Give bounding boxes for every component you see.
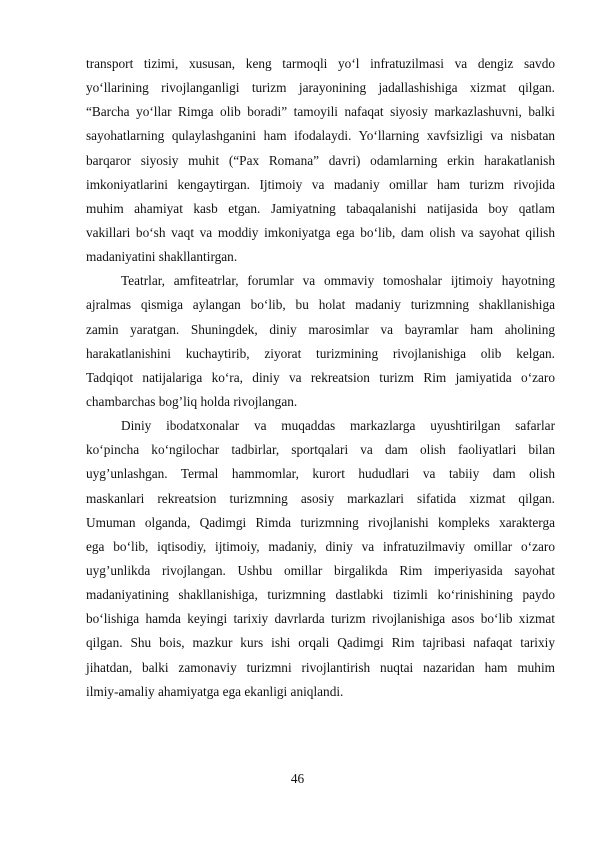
paragraph-1 [86,52,555,269]
text-line: zamin yaratgan. Shuningdek, diniy marosimlar va bayramlar ham aholining [86,321,555,337]
text-line: ega bo‘lib, iqtisodiy, ijtimoiy, madaniy, diniy va infratuzilmaviy omillar o‘zaro [86,538,555,554]
document-body [86,52,555,704]
text-line: Umuman olganda, Qadimgi Rimda turizmning rivojlanishi kompleks xarakterga [86,514,555,530]
text-line: yo‘llarining rivojlanganligi turizm jarayonining jadallashishiga xizmat qilgan. [86,80,555,96]
text-line: ko‘pincha ko‘ngilochar tadbirlar, sportqalari va dam olish faoliyatlari bilan [86,442,555,458]
text-line: Teatrlar, amfiteatrlar, forumlar va ommaviy tomoshalar ijtimoiy hayotning [121,273,555,289]
text-line: chambarchas bog’liq holda rivojlangan. [86,393,298,409]
text-line: ilmiy-amaliy ahamiyatga ega ekanligi aniqlandi. [86,683,344,699]
text-line: muhim ahamiyat kasb etgan. Jamiyatning tabaqalanishi natijasida boy qatlam [86,200,555,216]
page-number: 46 [290,771,305,786]
text-line: Diniy ibodatxonalar va muqaddas markazlarga uyushtirilgan safarlar [121,418,555,434]
text-line: qilgan. Shu bois, mazkur kurs ishi orqali Qadimgi Rim tajribasi nafaqat tarixiy [86,635,555,651]
text-line: imkoniyatlarini kengaytirgan. Ijtimoiy va madaniy omillar ham turizm rivojida [86,176,555,192]
text-line: madaniyatini shakllantirgan. [86,249,238,265]
text-line: bo‘lishiga hamda keyingi tarixiy davrlarda turizm rivojlanishiga asos bo‘lib xizmat [86,611,555,627]
paragraph-3 [86,414,555,704]
text-line: transport tizimi, xususan, keng tarmoqli yo‘l infratuzilmasi va dengiz savdo [86,56,555,71]
text-line: vakillari bo‘sh vaqt va moddiy imkoniyatga ega bo‘lib, dam olish va sayohat qilish [86,224,555,240]
text-line: ajralmas qismiga aylangan bo‘lib, bu holat madaniy turizmning shakllanishiga [86,297,555,313]
text-line: Tadqiqot natijalariga ko‘ra, diniy va rekreatsion turizm Rim jamiyatida o‘zaro [86,369,555,385]
text-line: sayohatlarning qulaylashganini ham ifodalaydi. Yo‘llarning xavfsizligi va nisbatan [86,128,555,144]
text-line: “Barcha yo‘llar Rimga olib boradi” tamoyili nafaqat siyosiy markazlashuvni, balki [86,104,555,120]
text-line: uyg’unlashgan. Termal hammomlar, kurort hududlari va tabiiy dam olish [86,466,555,482]
text-line: madaniyatining shakllanishiga, turizmning dastlabki tizimli ko‘rinishining paydo [86,587,555,603]
text-line: harakatlanishini kuchaytirib, ziyorat turizmining rivojlanishiga olib kelgan. [86,345,555,361]
text-line: barqaror siyosiy muhit (“Pax Romana” davri) odamlarning erkin harakatlanish [86,152,555,168]
text-line: maskanlari rekreatsion turizmning asosiy markazlari sifatida xizmat qilgan. [86,490,555,506]
paragraph-2 [86,269,555,414]
text-line: jihatdan, balki zamonaviy turizmni rivojlantirish nuqtai nazaridan ham muhim [86,659,555,675]
text-line: uyg’unlikda rivojlangan. Ushbu omillar birgalikda Rim imperiyasida sayohat [86,562,555,578]
